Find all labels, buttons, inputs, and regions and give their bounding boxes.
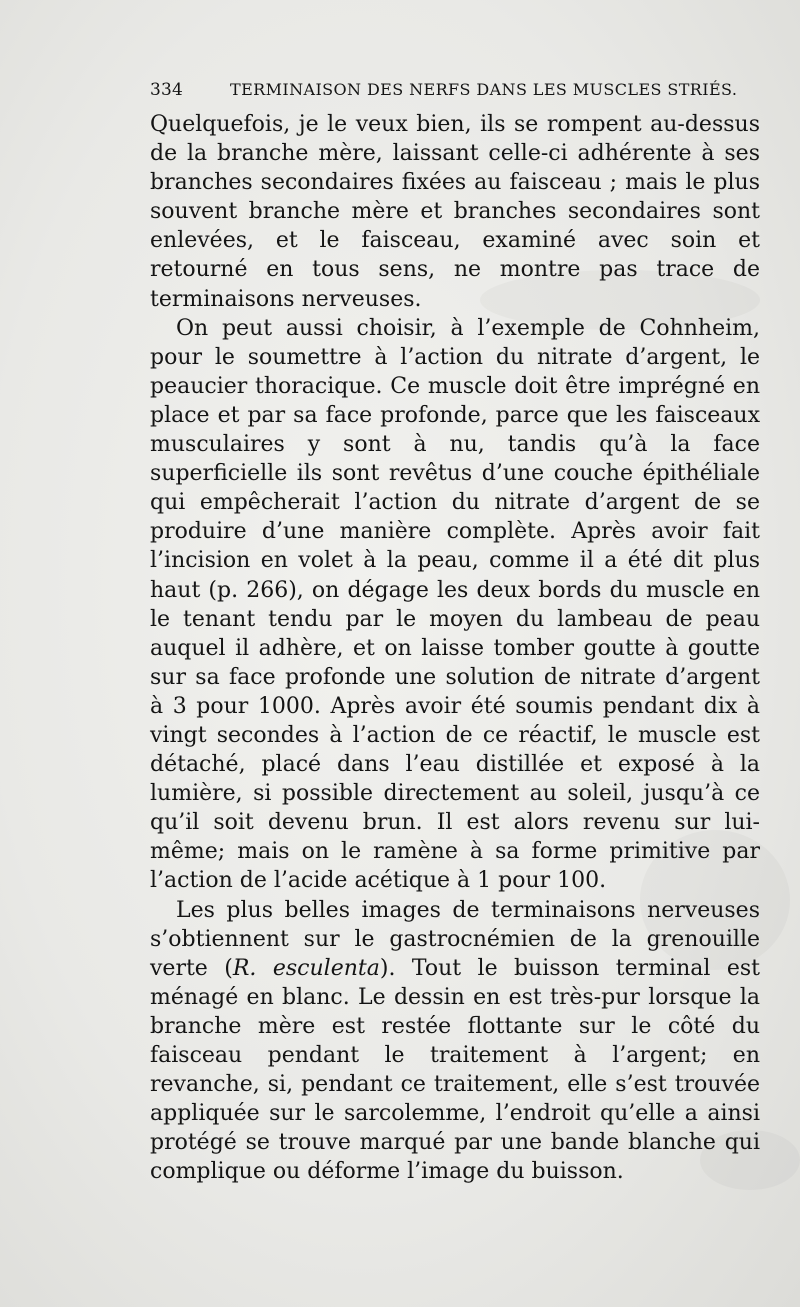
species-name: R. esculenta [232, 955, 380, 981]
paragraph-text: Les plus belles images de terminaisons nerveuses s’obtiennent sur le gastrocnémien de la grenouille verte ( [150, 897, 760, 981]
page-number: 334 [150, 80, 184, 100]
paragraph-text: ). Tout le buisson terminal est ménagé en blanc. Le dessin en est très-pur lorsque la branche mère est restée flottante sur le côté du faisceau pendant le traitement à l’argent; en revanche, si, pendant ce traitement, elle s’est trouvée appliquée sur le sarcolemme, l’endroit qu’elle a ainsi protégé se trouve marqué par une bande blanche qui complique ou déforme l’image du buisson. [150, 955, 760, 1185]
running-head: TERMINAISON DES NERFS DANS LES MUSCLES STRIÉS. [230, 80, 738, 99]
paragraph: Quelquefois, je le veux bien, ils se rompent au-dessus de la branche mère, laissant celle-ci adhérente à ses branches secondaires fixées au faisceau ; mais le plus souvent branche mère et branches secondaires sont enlevées, et le faisceau, examiné avec soin et retourné en tous sens, ne montre pas trace de terminaisons nerveuses. [150, 112, 760, 312]
paragraph: On peut aussi choisir, à l’exemple de Cohnheim, pour le soumettre à l’action du nitrate d’argent, le peaucier thoracique. Ce muscle doit être imprégné en place et par sa face profonde, parce que les faisceaux musculaires y sont à nu, tandis qu’à la face superficielle ils sont revêtus d’une couche épithéliale qui empêcherait l’action du nitrate d’argent de se produire d’une manière complète. Après avoir fait l’incision en volet à la peau, comme il a été dit plus haut (p. 266), on dégage les deux bords du muscle en le tenant tendu par le moyen du lambeau de peau auquel il adhère, et on laisse tomber goutte à goutte sur sa face profonde une solution de nitrate d’argent à 3 pour 1000. Après avoir été soumis pendant dix à vingt secondes à l’action de ce réactif, le muscle est détaché, placé dans l’eau distillée et exposé à la lumière, si possible directement au soleil, jusqu’à ce qu’il soit devenu brun. Il est alors revenu sur lui-même; mais on le ramène à sa forme primitive par l’action de l’acide acétique à 1 pour 100. [150, 315, 760, 894]
paragraph [150, 896, 760, 1187]
page-header [150, 80, 750, 104]
body-text [150, 110, 760, 1186]
